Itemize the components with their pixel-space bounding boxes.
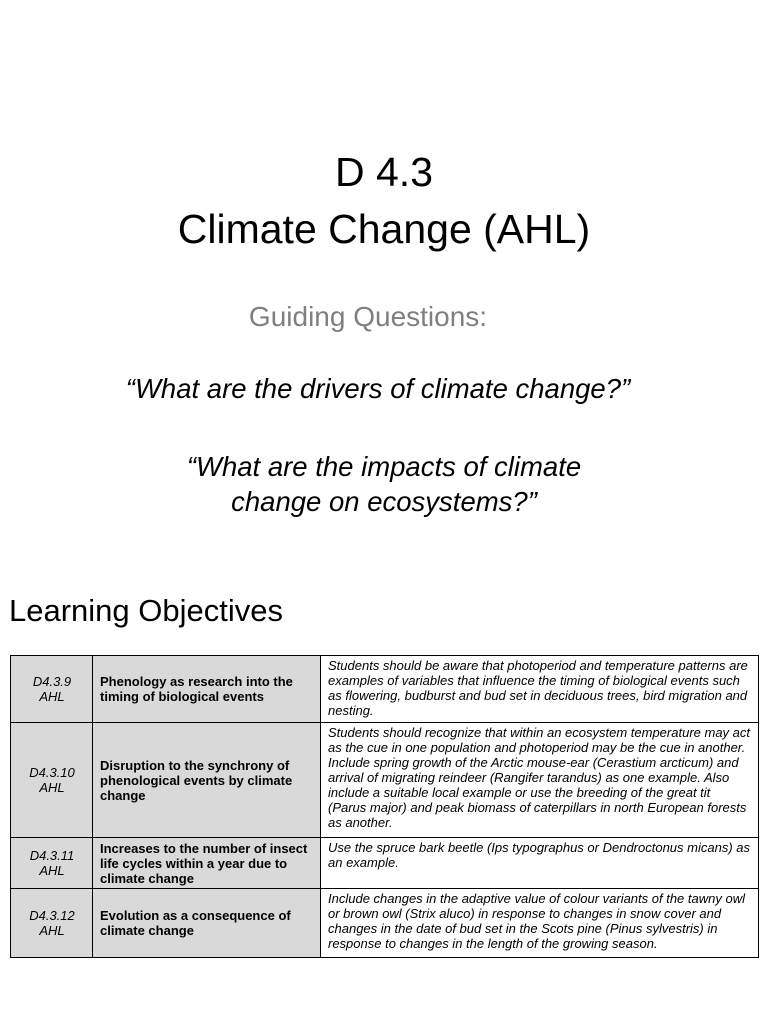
learning-objectives-table xyxy=(10,655,759,958)
slide-title xyxy=(0,144,768,258)
objective-code-cell xyxy=(11,889,93,958)
objective-guidance: Students should be aware that photoperiod and temperature patterns are examples of variables that influence the timing of biological events such as flowering, budburst and bud set in deciduous trees, bird migration and nesting. xyxy=(321,656,759,723)
title-name: Climate Change (AHL) xyxy=(177,206,591,252)
objective-row xyxy=(11,656,759,723)
objective-level: AHL xyxy=(39,863,65,878)
objective-code: D4.3.10 xyxy=(29,765,75,780)
guiding-question-1: “What are the drivers of climate change?” xyxy=(125,373,631,404)
objective-row xyxy=(11,889,759,958)
objective-code-cell xyxy=(11,656,93,723)
guiding-questions-label: Guiding Questions: xyxy=(248,301,488,332)
objective-guidance: Use the spruce bark beetle (Ips typographus or Dendroctonus micans) as an example. xyxy=(321,838,759,889)
objective-topic: Phenology as research into the timing of biological events xyxy=(93,656,321,723)
objective-topic: Disruption to the synchrony of phenological events by climate change xyxy=(93,723,321,838)
objective-topic: Evolution as a consequence of climate change xyxy=(93,889,321,958)
objective-code-cell xyxy=(11,723,93,838)
objective-row xyxy=(11,838,759,889)
title-code: D 4.3 xyxy=(335,149,433,195)
objective-code: D4.3.9 xyxy=(32,674,72,689)
objective-guidance: Include changes in the adaptive value of colour variants of the tawny owl or brown owl (Strix aluco) in response to changes in snow cover and changes in the date of bud set in the Scots pine (Pinus sylvestris) in response to changes in the length of the growing season. xyxy=(321,889,759,958)
objective-code: D4.3.11 xyxy=(29,848,75,863)
objective-row xyxy=(11,723,759,838)
objective-topic: Increases to the number of insect life cycles within a year due to climate change xyxy=(93,838,321,889)
objective-code: D4.3.12 xyxy=(29,908,75,923)
objective-guidance: Students should recognize that within an ecosystem temperature may act as the cue in one population and photoperiod may be the cue in another. Include spring growth of the Arctic mouse-ear (Cerastium arcticum) and arrival of migrating reindeer (Rangifer tarandus) as one example. Also include a suitable local example or use the breeding of the great tit (Parus major) and peak biomass of caterpillars in north European forests as another. xyxy=(321,723,759,838)
objective-level: AHL xyxy=(39,780,65,795)
guiding-question-2: “What are the impacts of climate change on ecosystems?” xyxy=(186,451,582,517)
learning-objectives-heading: Learning Objectives xyxy=(9,593,283,628)
objective-level: AHL xyxy=(39,923,65,938)
objective-code-cell xyxy=(11,838,93,889)
objective-level: AHL xyxy=(39,689,65,704)
